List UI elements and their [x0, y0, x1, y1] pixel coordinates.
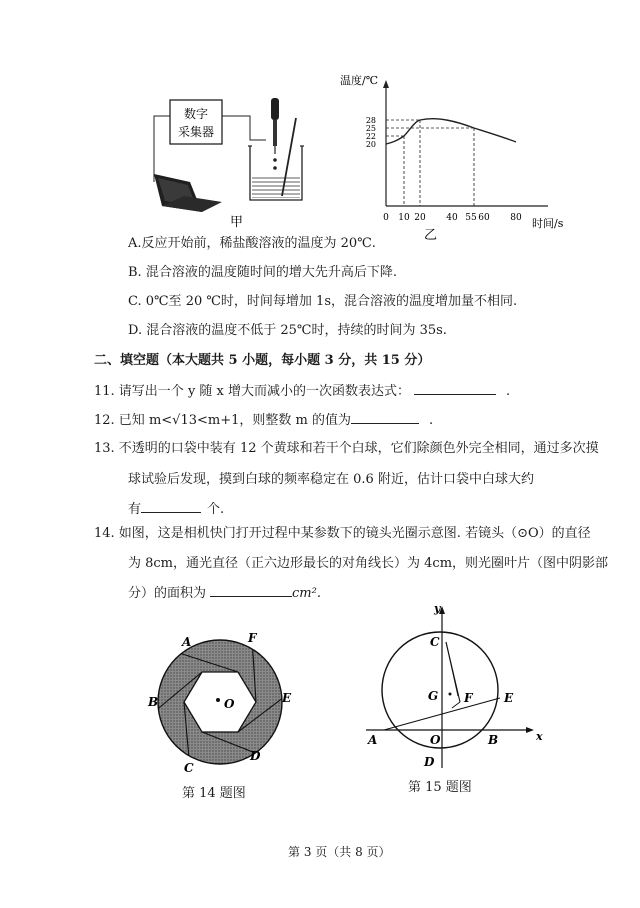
question-13-line2: 球试验后发现，摸到白球的频率稳定在 0.6 附近，估计口袋中白球大约 [128, 472, 534, 487]
collector-label-2: 采集器 [177, 125, 215, 139]
section-title: 二、填空题（本大题共 5 小题，每小题 3 分，共 15 分） [94, 353, 431, 368]
fig15-label-o: O [430, 733, 441, 747]
question-12-end: . [428, 413, 434, 428]
question-11-text: 11. 请写出一个 y 随 x 增大而减小的一次函数表达式： [94, 384, 411, 399]
option-d: D. 混合溶液的温度不低于 25℃时，持续的时间为 35s. [128, 323, 447, 338]
aperture-figure [140, 630, 310, 780]
laptop-icon [154, 174, 222, 212]
x-tick-20: 20 [414, 213, 426, 223]
fig14-label-d: D [250, 749, 261, 763]
y-tick-25: 25 [365, 124, 376, 133]
fig15-label-b: B [488, 733, 499, 747]
temperature-graph [328, 68, 578, 240]
collector-label-1: 数字 [183, 107, 209, 121]
wire-left [154, 116, 170, 182]
answer-blank-12[interactable] [351, 411, 419, 424]
question-13-post: 个. [207, 502, 225, 517]
circle-axes-figure [360, 598, 550, 778]
question-14-line3 [128, 584, 321, 602]
x-tick-40: 40 [446, 213, 458, 223]
beaker-icon [248, 146, 304, 200]
option-c: C. 0℃至 20 ℃时，时间每增加 1s，混合溶液的温度增加量不相同. [128, 294, 518, 309]
question-12 [94, 411, 433, 429]
question-13-line3 [128, 500, 224, 518]
answer-blank-11[interactable] [414, 382, 496, 395]
y-tick-20: 20 [365, 140, 376, 149]
fig14-label-f: F [248, 631, 257, 645]
page-footer: 第 3 页（共 8 页） [288, 845, 391, 859]
y-tick-28: 28 [365, 116, 376, 125]
wire-right [222, 116, 266, 140]
answer-blank-13[interactable] [141, 500, 201, 513]
fig14-label-b: B [148, 695, 159, 709]
fig15-caption: 第 15 题图 [408, 780, 472, 795]
fig14-label-e: E [282, 691, 292, 705]
y-tick-22: 22 [365, 132, 376, 141]
fig14-label-o: O [224, 697, 235, 711]
fig15-label-d: D [424, 755, 435, 769]
dropper-icon [271, 98, 279, 170]
fig14-caption: 第 14 题图 [182, 786, 246, 801]
graph-ylabel: 温度/℃ [340, 74, 379, 87]
fig15-label-a: A [368, 733, 378, 747]
x-tick-10: 10 [398, 213, 410, 223]
fig15-label-g: G [428, 689, 439, 703]
question-14-unit: cm². [292, 586, 321, 601]
fig15-label-f: F [464, 691, 473, 705]
question-13-pre: 有 [128, 502, 142, 517]
fig15-axis-y: y [434, 602, 441, 615]
question-14-line1: 14. 如图，这是相机快门打开过程中某参数下的镜头光圈示意图. 若镜头（⊙O）的直径 [94, 526, 591, 541]
question-12-text: 12. 已知 m<√13<m+1，则整数 m 的值为 [94, 413, 351, 428]
fig14-label-c: C [184, 761, 194, 775]
question-14-line2: 为 8cm，通光直径（正六边形最长的对角线长）为 4cm，则光圈叶片（图中阴影部 [128, 556, 609, 571]
x-tick-0: 0 [383, 213, 389, 223]
fig15-label-c: C [430, 635, 440, 649]
fig15-label-e: E [504, 691, 514, 705]
question-13-line1: 13. 不透明的口袋中装有 12 个黄球和若干个白球，它们除颜色外完全相同，通过多次摸 [94, 441, 599, 456]
answer-blank-14[interactable] [210, 584, 292, 597]
question-11 [94, 382, 510, 400]
option-b: B. 混合溶液的温度随时间的增大先升高后下降. [128, 265, 397, 280]
figure-yi-caption: 乙 [424, 228, 438, 240]
x-tick-80: 80 [510, 213, 522, 223]
x-tick-55: 55 [465, 213, 477, 223]
fig14-label-a: A [182, 635, 192, 649]
question-14-pre: 分）的面积为 [128, 586, 207, 601]
temperature-curve [386, 119, 516, 144]
option-a: A.反应开始前，稀盐酸溶液的温度为 20℃. [128, 236, 376, 251]
fig15-axis-x: x [536, 730, 543, 743]
x-tick-60: 60 [478, 213, 490, 223]
question-11-end: . [506, 384, 511, 399]
figure-jia-caption: 甲 [230, 215, 244, 230]
graph-xlabel: 时间/s [532, 217, 564, 230]
apparatus-figure [140, 88, 340, 238]
